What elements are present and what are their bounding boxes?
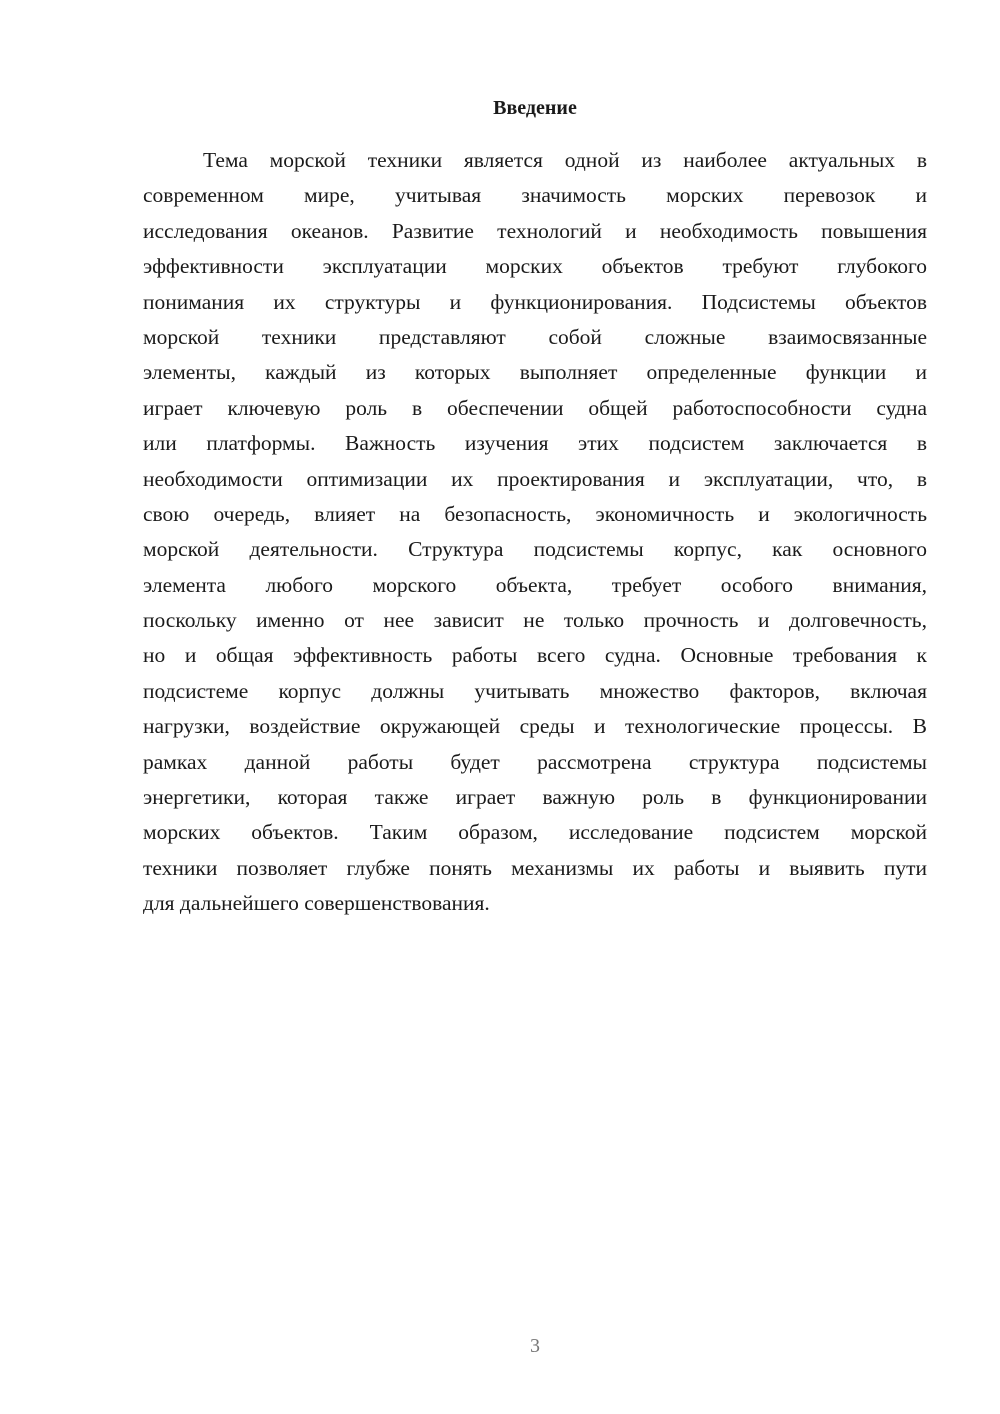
text-line: морской техники представляют собой сложные взаимосвязанные xyxy=(143,324,927,349)
text-line: или платформы. Важность изучения этих подсистем заключается в xyxy=(143,431,927,456)
text-line: морских объектов. Таким образом, исследование подсистем морской xyxy=(143,820,927,845)
page-number: 3 xyxy=(530,1335,540,1357)
text-line: необходимости оптимизации их проектирования и эксплуатации, что, в xyxy=(143,466,927,491)
text-line: подсистеме корпус должны учитывать множество факторов, включая xyxy=(143,678,927,703)
text-line: Тема морской техники является одной из наиболее актуальных в xyxy=(203,148,927,172)
section-title: Введение xyxy=(493,97,577,119)
text-line: морской деятельности. Структура подсистемы корпус, как основного xyxy=(143,537,927,562)
text-line: но и общая эффективность работы всего судна. Основные требования к xyxy=(143,643,927,668)
text-line: нагрузки, воздействие окружающей среды и технологические процессы. В xyxy=(143,714,927,739)
text-line: элементы, каждый из которых выполняет определенные функции и xyxy=(143,360,927,385)
text-line: понимания их структуры и функционирования. Подсистемы объектов xyxy=(143,289,927,314)
text-line: техники позволяет глубже понять механизмы их работы и выявить пути xyxy=(143,855,927,880)
text-line: рамках данной работы будет рассмотрена структура подсистемы xyxy=(143,749,927,774)
text-line: для дальнейшего совершенствования. xyxy=(143,891,490,916)
text-line: играет ключевую роль в обеспечении общей работоспособности судна xyxy=(143,395,927,420)
body-paragraph xyxy=(143,143,927,922)
text-line: элемента любого морского объекта, требует особого внимания, xyxy=(143,572,927,597)
text-line: поскольку именно от нее зависит не только прочность и долговечность, xyxy=(143,608,927,633)
text-line: исследования океанов. Развитие технологий и необходимость повышения xyxy=(143,218,927,243)
text-line: эффективности эксплуатации морских объектов требуют глубокого xyxy=(143,254,927,279)
text-line: энергетики, которая также играет важную роль в функционировании xyxy=(143,785,927,810)
text-line: свою очередь, влияет на безопасность, экономичность и экологичность xyxy=(143,501,927,526)
text-line: современном мире, учитывая значимость морских перевозок и xyxy=(143,183,927,208)
